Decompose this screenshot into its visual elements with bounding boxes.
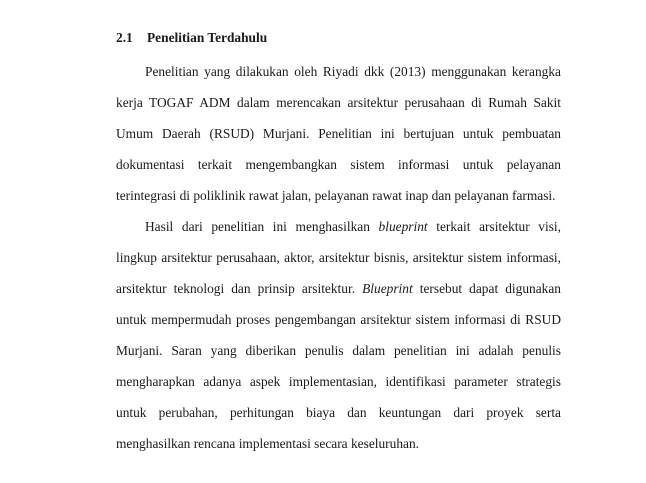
section-number: 2.1 — [116, 30, 133, 45]
italic-term: blueprint — [378, 219, 428, 234]
section-title: Penelitian Terdahulu — [147, 30, 268, 45]
paragraph-2-line-3 — [116, 281, 561, 297]
text-segment: tersebut dapat digunakan — [412, 281, 561, 296]
paragraph-1-line-5: terintegrasi di poliklinik rawat jalan, pelayanan rawat inap dan pelayanan farmasi. — [116, 188, 556, 203]
paragraph-2-line-8: menghasilkan rencana implementasi secara keseluruhan. — [116, 436, 420, 451]
text-segment: terkait arsitektur visi, — [427, 219, 561, 234]
paragraph-1-line-2: kerja TOGAF ADM dalam merencakan arsitektur perusahaan di Rumah Sakit — [116, 95, 561, 110]
italic-term: Blueprint — [362, 281, 413, 296]
paragraph-1-line-4: dokumentasi terkait mengembangkan sistem informasi untuk pelayanan — [116, 157, 561, 172]
paragraph-1-line-1: Penelitian yang dilakukan oleh Riyadi dkk (2013) menggunakan kerangka — [145, 64, 561, 79]
paragraph-2-line-4: untuk mempermudah proses pengembangan arsitektur sistem informasi di RSUD — [116, 312, 561, 327]
paragraph-2-line-5: Murjani. Saran yang diberikan penulis dalam penelitian ini adalah penulis — [116, 343, 561, 358]
section-heading — [116, 30, 267, 46]
paragraph-2-line-1 — [145, 219, 561, 235]
paragraph-2-line-2: lingkup arsitektur perusahaan, aktor, arsitektur bisnis, arsitektur sistem informasi, — [116, 250, 561, 265]
paragraph-2-line-7: untuk perubahan, perhitungan biaya dan keuntungan dari proyek serta — [116, 405, 561, 420]
text-segment: arsitektur teknologi dan prinsip arsitektur. — [116, 281, 363, 296]
paragraph-2-line-6: mengharapkan adanya aspek implementasian, identifikasi parameter strategis — [116, 374, 561, 389]
text-segment: Hasil dari penelitian ini menghasilkan — [145, 219, 379, 234]
paragraph-1-line-3: Umum Daerah (RSUD) Murjani. Penelitian ini bertujuan untuk pembuatan — [116, 126, 561, 141]
